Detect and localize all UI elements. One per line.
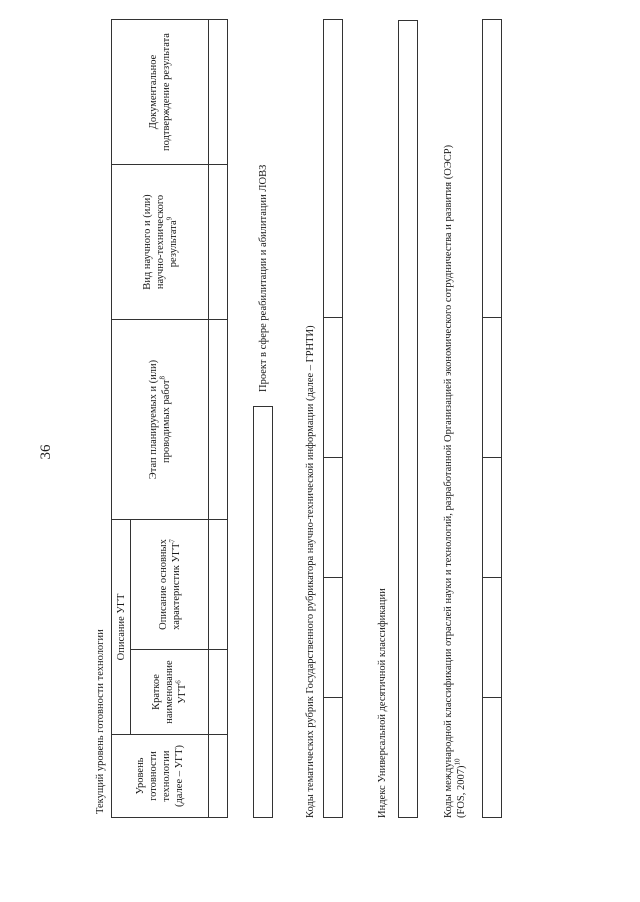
header-trl-description-group: Описание УГТ [112, 520, 131, 735]
cell-result-type[interactable] [209, 165, 228, 320]
rehab-input-cell[interactable] [254, 407, 273, 818]
oecd-table [482, 19, 502, 818]
grnti-code-3[interactable] [324, 458, 343, 578]
oecd-code-1[interactable] [483, 698, 502, 818]
trl-data-row [209, 20, 228, 818]
rehab-label: Проект в сфере реабилитации и абилитации ЛОВЗ [258, 164, 269, 392]
udc-field [398, 20, 418, 818]
grnti-row [324, 20, 343, 818]
grnti-code-2[interactable] [324, 578, 343, 698]
cell-trl-level[interactable] [209, 735, 228, 818]
trl-header-row-1 [112, 20, 131, 818]
grnti-code-4[interactable] [324, 318, 343, 458]
header-trl-level: Уровень готовности технологии (далее – УГТ) [112, 735, 209, 818]
cell-document-confirmation[interactable] [209, 20, 228, 165]
oecd-code-5[interactable] [483, 20, 502, 318]
header-short-name: Краткое наименование УГТ$^6$ [131, 650, 209, 735]
page-number: 36 [38, 444, 54, 460]
trl-table [111, 19, 228, 818]
oecd-code-3[interactable] [483, 458, 502, 578]
header-characteristics: Описание основных характеристик УГТ$^7$ [131, 520, 209, 650]
cell-short-name[interactable] [209, 650, 228, 735]
header-document-confirmation: Документальное подтверждение результата [112, 20, 209, 165]
cell-characteristics[interactable] [209, 520, 228, 650]
oecd-code-2[interactable] [483, 578, 502, 698]
grnti-label: Коды тематических рубрик Государственного рубрикатора научно-технической информации (далее – ГРНТИ) [305, 325, 316, 818]
grnti-code-1[interactable] [324, 698, 343, 818]
oecd-label: Коды международной классификации отраслей науки и технологий, разработанной Организацией экономического сотрудничества и развития (ОЭСР) (FOS, 2007)$^{10}$ [443, 144, 467, 818]
udc-label: Индекс Универсальной десятичной классификации [377, 588, 388, 818]
rehab-field [253, 406, 273, 818]
trl-caption: Текущий уровень готовности технологии [95, 629, 106, 814]
oecd-code-4[interactable] [483, 318, 502, 458]
oecd-row [483, 20, 502, 818]
grnti-code-5[interactable] [324, 20, 343, 318]
header-result-type: Вид научного и (или) научно-технического результата$^9$ [112, 165, 209, 320]
grnti-table [323, 19, 343, 818]
cell-work-stage[interactable] [209, 320, 228, 520]
udc-input-cell[interactable] [399, 21, 418, 818]
header-work-stage: Этап планируемых и (или) проводимых работ$^8$ [112, 320, 209, 520]
